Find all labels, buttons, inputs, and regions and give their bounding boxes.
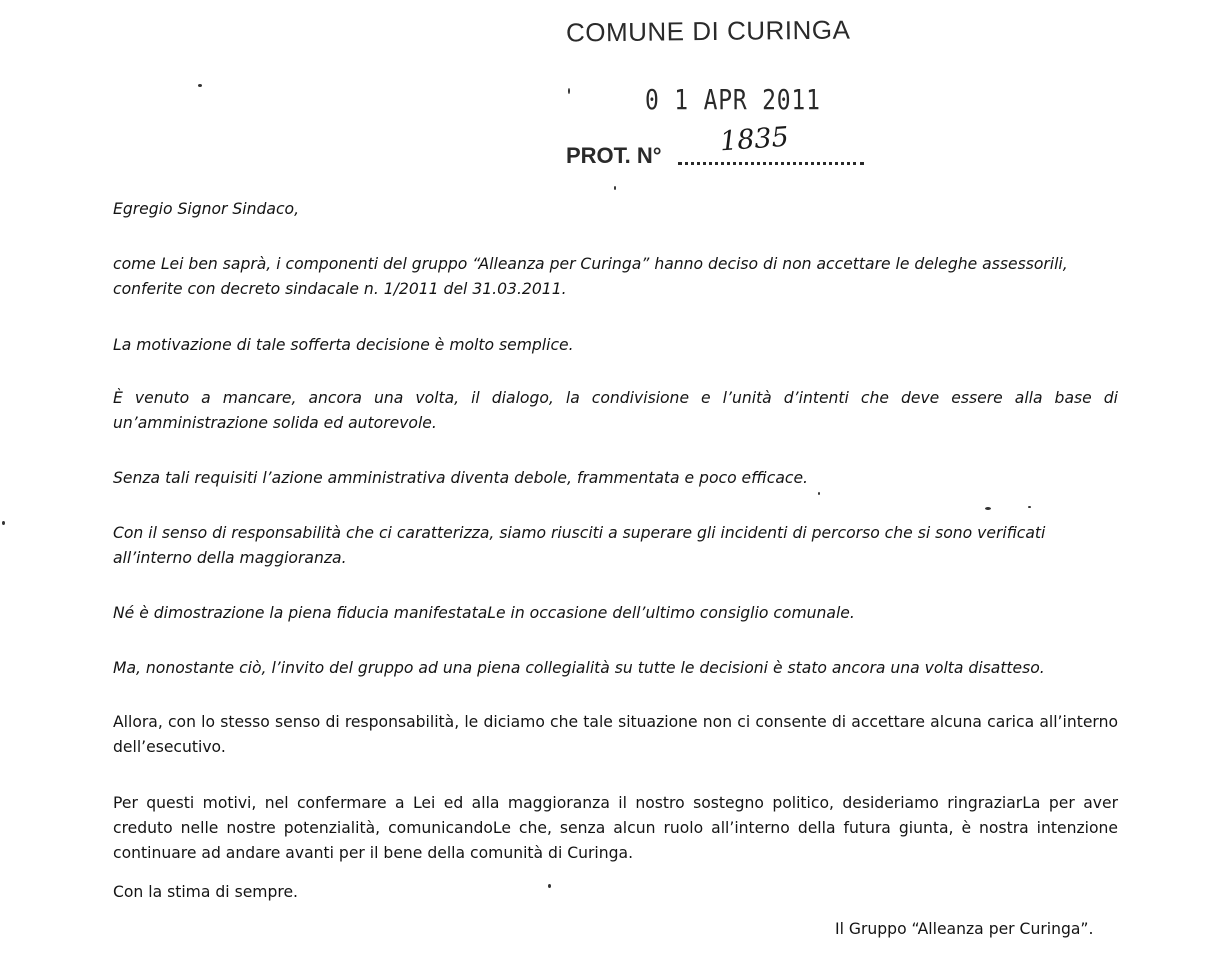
paragraph-9: Per questi motivi, nel confermare a Lei ed alla maggioranza il nostro sostegno politico, desideriamo ringraziarLa per aver creduto nelle nostre potenzialità, comunicandoLe che, senza alcun ruolo all’interno della futura giunta, è nostra intenzione continuare ad andare avanti per il bene della comunità di Curinga. (113, 794, 1118, 862)
stamp-protocol-label: PROT. N° (566, 143, 662, 168)
salutation: Egregio Signor Sindaco, (113, 200, 300, 218)
scan-speck (818, 492, 820, 495)
stamp-protocol-number: 1835 (719, 121, 790, 158)
paragraph-7: Ma, nonostante ciò, l’invito del gruppo ad una piena collegialità su tutte le decisioni è stato ancora una volta disatteso. (113, 659, 1045, 677)
paragraph-6: Né è dimostrazione la piena fiducia manifestataLe in occasione dell’ultimo consiglio comunale. (113, 604, 855, 622)
scan-speck (985, 507, 991, 510)
scan-speck (2, 521, 5, 525)
scan-speck (548, 884, 551, 888)
paragraph-3: È venuto a mancare, ancora una volta, il dialogo, la condivisione e l’unità d’intenti che deve essere alla base di un’amministrazione solida ed autorevole. (113, 389, 1118, 432)
paragraph-2: La motivazione di tale sofferta decisione è molto semplice. (113, 336, 574, 354)
paragraph-8: Allora, con lo stesso senso di responsabilità, le diciamo che tale situazione non ci consente di accettare alcuna carica all’interno dell’esecutivo. (113, 713, 1118, 756)
stamp-date: 0 1 APR 2011 (645, 83, 821, 116)
stamp-municipality: COMUNE DI CURINGA (565, 14, 851, 48)
scan-speck (1028, 506, 1031, 508)
paragraph-4: Senza tali requisiti l’azione amministrativa diventa debole, frammentata e poco efficace. (113, 469, 808, 487)
scan-speck (614, 186, 616, 190)
scan-speck (568, 88, 570, 94)
paragraph-5: Con il senso di responsabilità che ci caratterizza, siamo riusciti a superare gli incidenti di percorso che si sono verificati all’interno della maggioranza. (113, 524, 1046, 567)
closing: Con la stima di sempre. (113, 883, 299, 901)
signature: Il Gruppo “Alleanza per Curinga”. (835, 920, 1094, 938)
scan-speck (198, 84, 202, 87)
paragraph-1: come Lei ben saprà, i componenti del gruppo “Alleanza per Curinga” hanno deciso di non accettare le deleghe assessorili, conferite con decreto sindacale n. 1/2011 del 31.03.2011. (113, 255, 1068, 298)
